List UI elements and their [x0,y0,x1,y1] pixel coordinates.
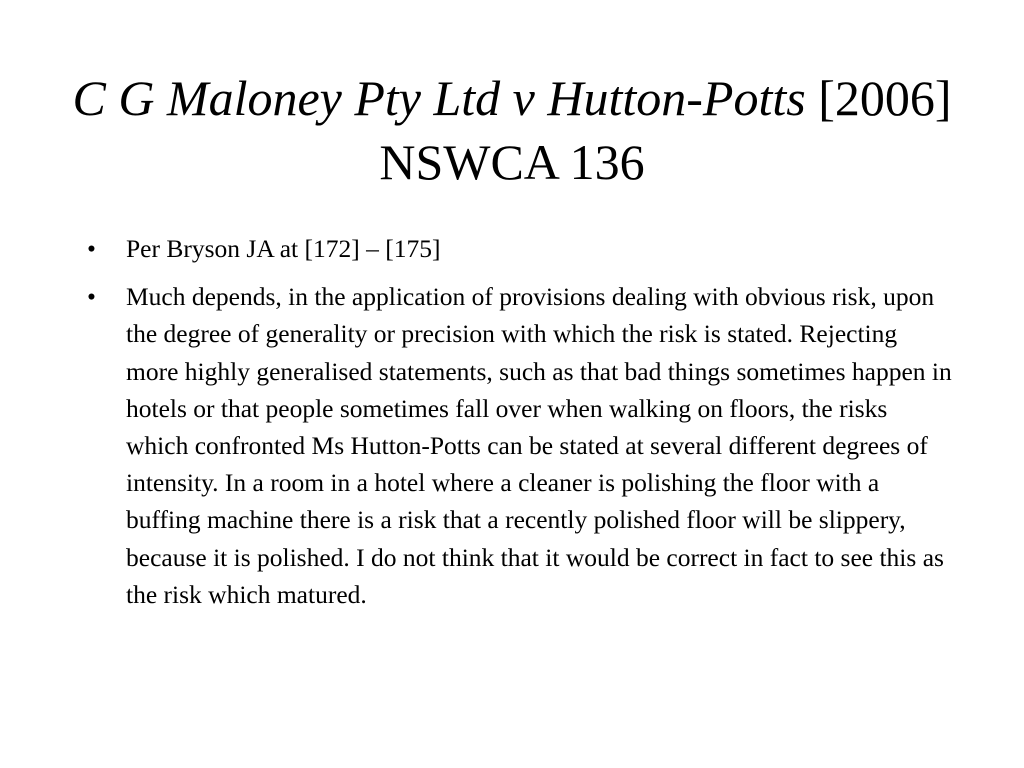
case-citation: [2006] NSWCA 136 [379,70,952,190]
bullet-item [85,278,955,613]
bullet-dot: • [87,234,96,263]
bullet-dot: • [87,282,96,312]
bullet-text: Much depends, in the application of provisions dealing with obvious risk, upon the degree of generality or precision with which the risk is stated. Rejecting more highly generalised statements, such as that bad things sometimes happen in hotels or that people sometimes fall over when walking on floors, the risks which confronted Ms Hutton-Potts can be stated at several different degrees of intensity. In a room in a hotel where a cleaner is polishing the floor with a buffing machine there is a risk that a recently polished floor will be slippery, because it is polished. I do not think that it would be correct in fact to see this as the risk which matured. [126,282,952,609]
bullet-list [85,230,955,624]
bullet-text: Per Bryson JA at [172] – [175] [126,234,441,263]
case-name: C G Maloney Pty Ltd v Hutton-Potts [72,70,806,126]
slide-title [40,66,984,194]
bullet-item [85,230,955,267]
